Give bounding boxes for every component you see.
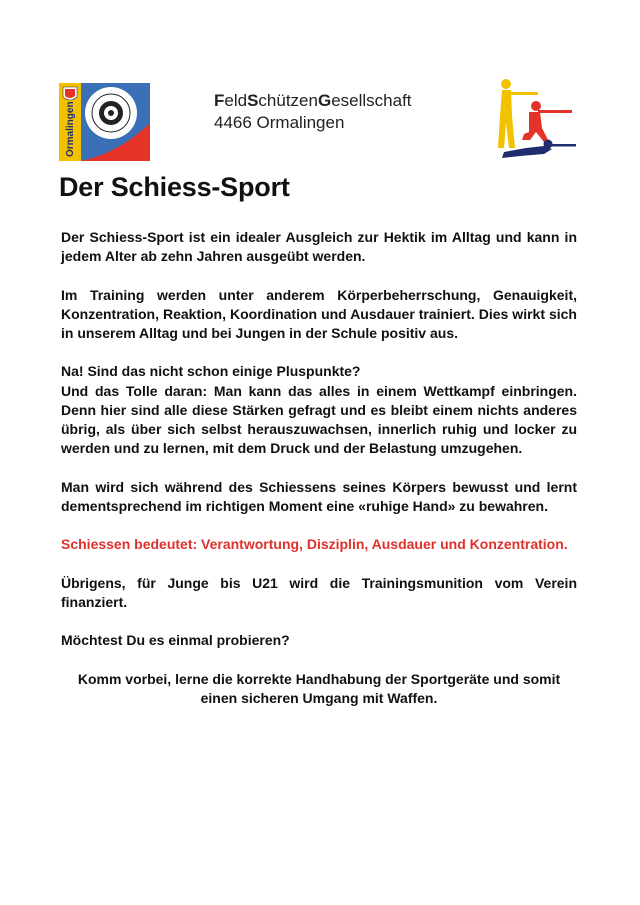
paragraph-highlight: Schiessen bedeutet: Verantwortung, Disziplin, Ausdauer und Konzentration. xyxy=(61,536,568,553)
paragraph-training: Im Training werden unter anderem Körperbeherrschung, Genauigkeit, Konzentration, Reaktion, Koordination und Ausdauer trainiert. Dies wirkt sich in unserem Alltag und bei Jungen in der Schule positiv aus. xyxy=(61,286,577,341)
shooters-logo xyxy=(496,78,578,160)
organization-name: FeldSchützenGesellschaft xyxy=(214,91,412,110)
paragraph-competition: Und das Tolle daran: Man kann das alles in einem Wettkampf einbringen. Denn hier sind alle diese Stärken gefragt und es bleibt einem nichts anderes übrig, als über sich selbst herauszuwachsen, innerlich ruhig und locker zu werden und zu lernen, mit dem Druck und der Belastung umzugehen. xyxy=(61,382,577,457)
logo-vertical-text: Ormalingen xyxy=(65,101,76,157)
paragraph-question: Na! Sind das nicht schon einige Pluspunkte? xyxy=(61,363,361,380)
club-logo xyxy=(59,83,150,161)
paragraph-intro: Der Schiess-Sport ist ein idealer Ausgleich zur Hektik im Alltag und kann in jedem Alter ab zehn Jahren ausgeübt werden. xyxy=(61,229,577,265)
body-text xyxy=(61,228,577,727)
organization-address: 4466 Ormalingen xyxy=(214,113,345,132)
organization-header xyxy=(214,90,412,134)
paragraph-body-awareness: Man wird sich während des Schiessens seines Körpers bewusst und lernt dementsprechend im richtigen Moment eine «ruhige Hand» zu bewahren. xyxy=(61,478,577,514)
page-title: Der Schiess-Sport xyxy=(59,172,290,202)
paragraph-invitation: Komm vorbei, lerne die korrekte Handhabung der Sportgeräte und somit einen sicheren Umgang mit Waffen. xyxy=(77,670,561,706)
paragraph-ammunition: Übrigens, für Junge bis U21 wird die Trainingsmunition vom Verein finanziert. xyxy=(61,574,577,610)
paragraph-benefits xyxy=(61,362,577,458)
paragraph-invitation-question: Möchtest Du es einmal probieren? xyxy=(61,632,290,649)
